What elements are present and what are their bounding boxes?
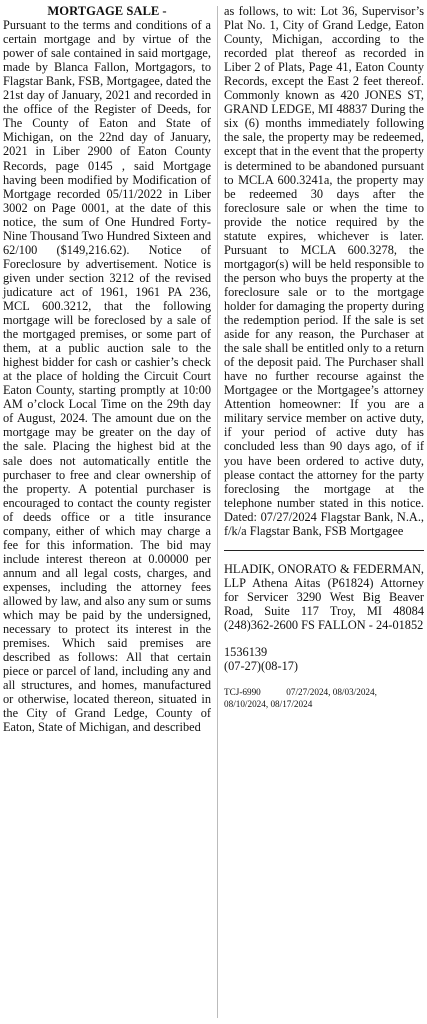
tcj-code: TCJ-6990 bbox=[224, 687, 261, 698]
attorney-block bbox=[224, 562, 424, 632]
run-dates-row-2 bbox=[224, 698, 424, 710]
notice-body-left bbox=[3, 18, 211, 734]
ad-identifiers bbox=[224, 645, 424, 673]
run-dates-row-1 bbox=[224, 686, 424, 698]
run-dates-line-1: 07/27/2024, 08/03/2024, bbox=[286, 687, 377, 698]
ad-number: 1536139 bbox=[224, 645, 268, 660]
notice-title: MORTGAGE SALE - bbox=[47, 4, 167, 18]
notice-body-right bbox=[224, 4, 424, 538]
notice-body-right-text: as follows, to wit: Lot 36, Supervisor’s Plat No. 1, City of Grand Ledge, Eaton County, Michigan, according to the recorded plat thereof as recorded in Liber 2 of Plats, Page 41, Eaton County Records, except the East 2 feet thereof. Commonly known as 420 JONES ST, GRAND LEDGE, MI 48837 During the six (6) months immediately following the sale, the property may be redeemed, except that in the event that the property is determined to be abandoned pursuant to MCLA 600.3241a, the property may be redeemed 30 days after the foreclosure sale or when the time to provide the notice required by the statute expires, whichever is later. Pursuant to MCLA 600.3278, the mortgagor(s) will be held responsible to the person who buys the property at the foreclosure sale or to the mortgage holder for damaging the property during the redemption period. If the sale is set aside for any reason, the Purchaser at the sale shall be entitled only to a return of the deposit paid. The Purchaser shall have no further recourse against the Mortgagee or the Mortgagee’s attorney Attention homeowner: If you are a military service member on active duty, if your period of active duty has concluded less than 90 days ago, of if you have been ordered to active duty, please contact the attorney for the party foreclosing the mortgage at the telephone number stated in this notice. Dated: 07/27/2024 Flagstar Bank, N.A., f/k/a Flagstar Bank, FSB Mortgagee bbox=[224, 4, 424, 538]
column-divider bbox=[217, 6, 218, 1018]
notice-left-column bbox=[3, 0, 211, 734]
run-dates-line-2: 08/10/2024, 08/17/2024 bbox=[224, 699, 313, 710]
section-separator bbox=[224, 550, 424, 551]
run-range: (07-27)(08-17) bbox=[224, 659, 299, 674]
attorney-text: HLADIK, ONORATO & FEDERMAN, LLP Athena Aitas (P61824) Attorney for Servicer 3290 West Big Beaver Road, Suite 117 Troy, MI 48084 (248)362-2600 FS FALLON - 24-01852 bbox=[224, 561, 424, 632]
run-dates-block bbox=[224, 686, 424, 710]
notice-right-column bbox=[224, 0, 424, 710]
notice-body-left-text: Pursuant to the terms and conditions of a certain mortgage and by virtue of the power of sale contained in said mortgage, made by Blanca Fallon, Mortgagors, to Flagstar Bank, FSB, Mortgagee, dated the 21st day of January, 2021 and recorded in the office of the Register of Deeds, for The County of Eaton and State of Michigan, on the 22nd day of January, 2021 in Liber 2900 of Eaton County Records, page 0145 , said Mortgage having been modified by Modification of Mortgage recorded 05/11/2022 in Liber 3002 on Page 0001, at the date of this notice, the sum of One Hundred Forty-Nine Thousand Two Hundred Sixteen and 62/100 ($149,216.62). Notice of Foreclosure by advertisement. Notice is given under section 3212 of the revised judicature act of 1961, 1961 PA 236, MCL 600.3212, that the following mortgage will be foreclosed by a sale of the mortgaged premises, or some part of them, at a public auction sale to the highest bidder for cash or cashier’s check at the place of holding the Circuit Court Eaton County, starting promptly at 10:00 AM o’clock Local Time on the 29th day of August, 2024. The amount due on the mortgage may be greater on the day of the sale. Placing the highest bid at the sale does not automatically entitle the purchaser to free and clear ownership of the property. A potential purchaser is encouraged to contact the county register of deeds office or a title insurance company, either of which may charge a fee for this information. The bid may include interest thereon at 0.00000 per annum and all legal costs, charges, and expenses, including the attorney fees allowed by law, and also any sum or sums which may be paid by the undersigned, necessary to protect its interest in the premises. Which said premises are described as follows: All that certain piece or parcel of land, including any and all structures, and homes, manufactured or otherwise, located thereon, situated in the City of Grand Ledge, County of Eaton, State of Michigan, and described bbox=[3, 18, 211, 735]
